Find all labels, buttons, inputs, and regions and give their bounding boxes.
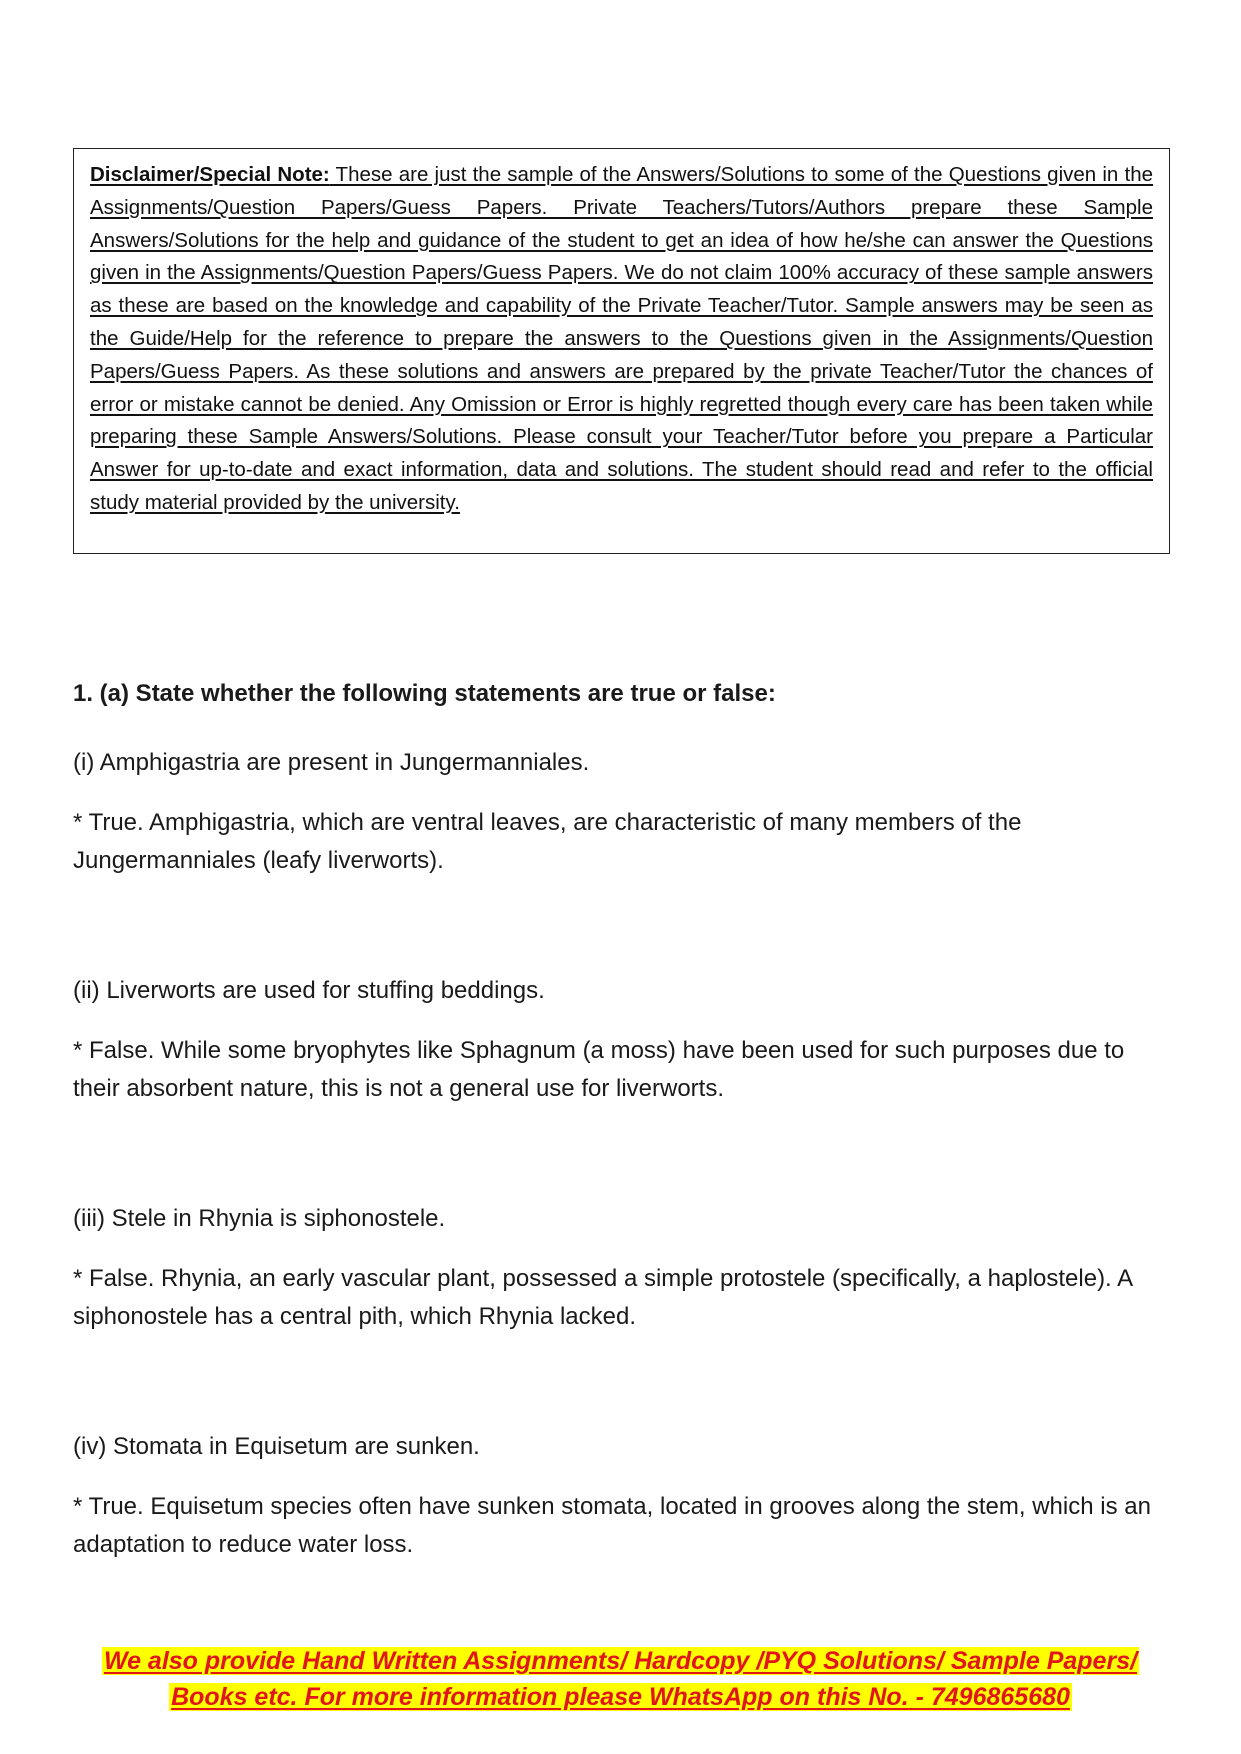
disclaimer-body: These are just the sample of the Answers/Solutions to some of the Questions given in the Assignments/Question Papers/Guess Papers. Private Teachers/Tutors/Authors prepare these Sample Answers/Solutions for the help and guidance of the student to get an idea of how he/she can answer the Questions given in the Assignments/Question Papers/Guess Papers. We do not claim 100% accuracy of these sample answers as these are based on the knowledge and capability of the Private Teacher/Tutor. Sample answers may be seen as the Guide/Help for the reference to prepare the answers to the Questions given in the Assignments/Question Papers/Guess Papers. As these solutions and answers are prepared by the private Teacher/Tutor the chances of error or mistake cannot be denied. Any Omission or Error is highly regretted though every care has been taken while preparing these Sample Answers/Solutions. Please consult your Teacher/Tutor before you prepare a Particular Answer for up-to-date and exact information, data and solutions. The student should read and refer to the official study material provided by the university. (90, 163, 1153, 514)
promo-banner (0, 1643, 1241, 1715)
statement-ii: (ii) Liverworts are used for stuffing beddings. (73, 977, 545, 1004)
statement-iii: (iii) Stele in Rhynia is siphonostele. (73, 1205, 446, 1232)
disclaimer-box (73, 148, 1170, 554)
promo-line-2: Books etc. For more information please WhatsApp on this No. - 7496865680 (171, 1683, 1070, 1711)
answer-ii: * False. While some bryophytes like Sphagnum (a moss) have been used for such purposes due to their absorbent nature, this is not a general use for liverworts. (73, 1037, 1125, 1102)
answer-iv: * True. Equisetum species often have sunken stomata, located in grooves along the stem, which is an adaptation to reduce water loss. (73, 1493, 1151, 1558)
promo-line-1: We also provide Hand Written Assignments/ Hardcopy /PYQ Solutions/ Sample Papers/ (103, 1647, 1138, 1675)
disclaimer-text (90, 159, 1153, 520)
answer-iii: * False. Rhynia, an early vascular plant, possessed a simple protostele (specifically, a haplostele). A siphonostele has a central pith, which Rhynia lacked. (73, 1265, 1132, 1330)
disclaimer-label: Disclaimer/Special Note: (90, 163, 330, 186)
question-heading: 1. (a) State whether the following statements are true or false: (73, 680, 776, 707)
statement-i: (i) Amphigastria are present in Jungermanniales. (73, 749, 590, 776)
statement-iv: (iv) Stomata in Equisetum are sunken. (73, 1433, 480, 1460)
answer-i: * True. Amphigastria, which are ventral leaves, are characteristic of many members of the Jungermanniales (leafy liverworts). (73, 809, 1022, 874)
